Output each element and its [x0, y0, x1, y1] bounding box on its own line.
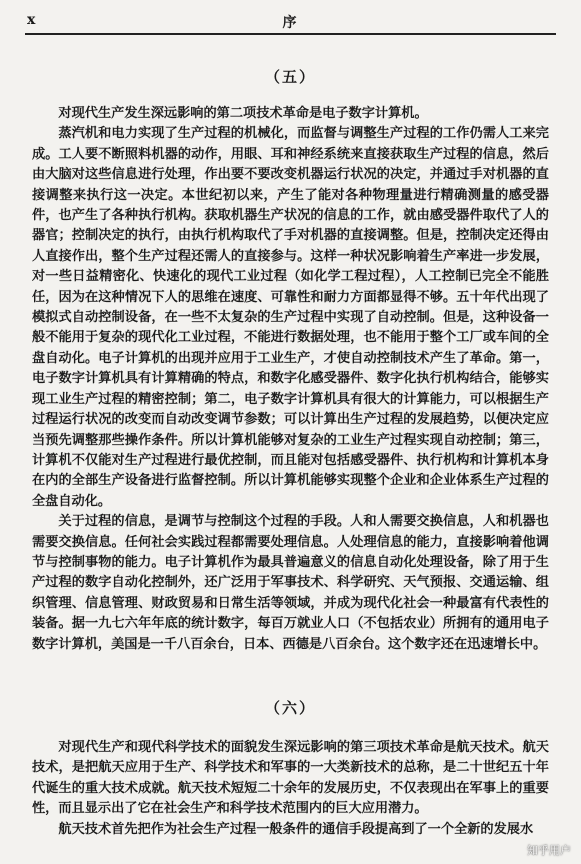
- section-6-body: [32, 738, 549, 840]
- watermark: 知乎用户: [527, 844, 571, 857]
- section-6-heading: （六）: [264, 699, 316, 717]
- page-number: x: [27, 12, 36, 28]
- paragraph: 对现代生产发生深远影响的第二项技术革命是电子数字计算机。: [58, 106, 428, 121]
- paragraph: 航天技术首先把作为社会生产过程一般条件的通信手段提高到了一个全新的发展水: [58, 821, 534, 837]
- paragraph: 关于过程的信息，是调节与控制这个过程的手段。人和人需要交换信息，人和机器也需要交换信息。任何社会实践过程都需要处理信息。人处理信息的能力，直接影响着他调节与控制事物的能力。电子计算机作为最具普遍意义的信息自动化处理设备，除了用于生产过程的数字自动化控制外，还广泛用于军事技术、科学研究、天气预报、交通运输、组织管理、信息管理、财政贸易和日常生活等领域，并成为现代化社会一种最富有代表性的装备。据一九七六年年底的统计数字，每百万就业人口（不包括农业）所拥有的通用电子数字计算机，美国是一千八百余台，日本、西德是八百余台。这个数字还在迅速增长中。: [32, 514, 549, 652]
- paragraph: 蒸汽机和电力实现了生产过程的机械化，而监督与调整生产过程的工作仍需人工来完成。工人要不断照料机器的动作，用眼、耳和神经系统来直接获取生产过程的信息，然后由大脑对这些信息进行处理，作出要不要改变机器运行状况的决定，并通过手对机器的直接调整来执行这一决定。本世纪初以来，产生了能对各种物理量进行精确测量的感受器件，也产生了各种执行机构。获取机器生产状况的信息的工作，就由感受器件取代了人的器官；控制决定的执行，由执行机构取代了手对机器的直接调整。但是，控制决定还得由人直接作出，整个生产过程还需人的直接参与。这样一种状况影响着生产率进一步发展，对一些日益精密化、快速化的现代工业过程（如化学工程过程），人工控制已完全不能胜任，因为在这种情况下人的思维在速度、可靠性和耐力方面都显得不够。五十年代出现了模拟式自动控制设备，在一些不太复杂的生产过程中实现了自动控制。但是，这种设备一般不能用于复杂的现代化工业过程，不能进行数据处理，也不能用于整个工厂或车间的全盘自动化。电子计算机的出现并应用于工业生产，才使自动控制技术产生了革命。第一，电子数字计算机具有计算精确的特点，和数字化感受器件、数字化执行机构结合，能够实现工业生产过程的精密控制；第二，电子数字计算机具有很大的计算能力，可以根据生产过程运行状况的改变而自动改变调节参数；可以计算出生产过程的发展趋势，以便决定应当预先调整那些操作条件。所以计算机能够对复杂的工业生产过程实现自动控制；第三，计算机不仅能对生产过程进行最优控制，而且能对包括感受器件、执行机构和计算机本身在内的全部生产设备进行监督控制。所以计算机能够实现整个企业和企业体系生产过程的全盘自动化。: [32, 126, 549, 509]
- section-5-body: [32, 104, 549, 655]
- running-header: [0, 12, 581, 31]
- paragraph: 对现代生产和现代科学技术的面貌发生深远影响的第三项技术革命是航天技术。航天技术，是把航天应用于生产、科学技术和军事的一大类新技术的总称，是二十世纪五十年代诞生的重大技术成就。航天技术短短二十余年的发展历史，不仅表现出在军事上的重要性，而且显示出了它在社会生产和科学技术范围内的巨大应用潜力。: [32, 740, 549, 817]
- section-5-heading: （五）: [264, 68, 316, 86]
- chapter-title: 序: [282, 15, 299, 31]
- header-rule: [25, 33, 556, 35]
